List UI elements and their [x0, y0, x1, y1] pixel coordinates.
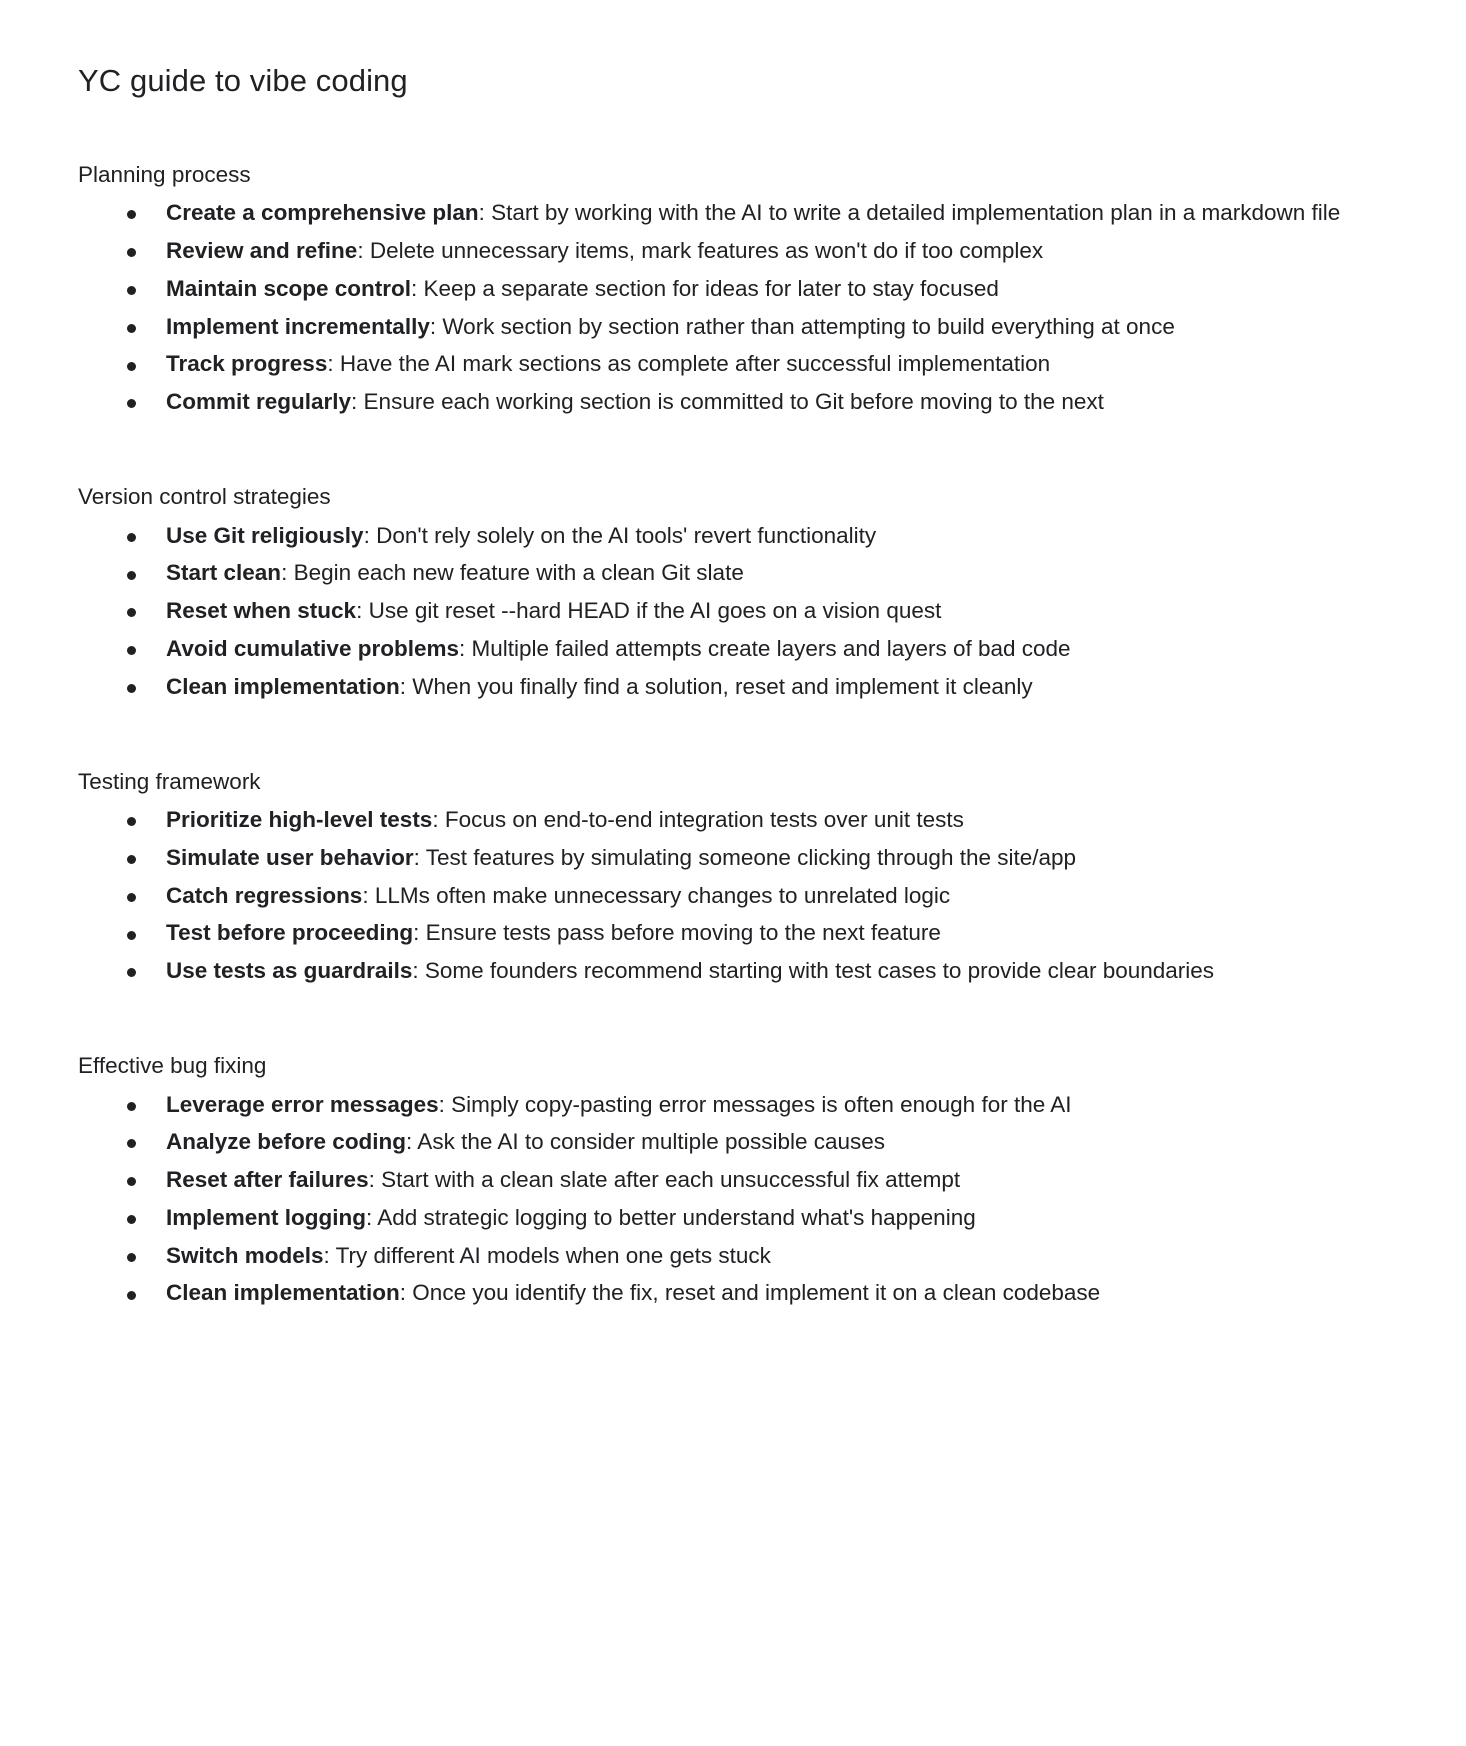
list-item	[78, 194, 1366, 232]
section-testing-framework	[78, 766, 1366, 990]
list-item-lead: Implement logging	[166, 1204, 366, 1230]
list-item-text: : Ask the AI to consider multiple possible causes	[406, 1129, 886, 1155]
section-heading: Testing framework	[78, 768, 261, 794]
list-item-lead: Create a comprehensive plan	[166, 200, 479, 226]
list-item	[78, 1274, 1366, 1312]
list-item-text: : Start by working with the AI to write a detailed implementation plan in a markdown file	[478, 200, 1341, 226]
list-item-text: : Have the AI mark sections as complete after successful implementation	[327, 351, 1051, 377]
list-item-text: : Try different AI models when one gets stuck	[323, 1242, 771, 1268]
list-item-text: : Focus on end-to-end integration tests over unit tests	[432, 807, 964, 833]
list-item	[78, 554, 1366, 592]
bullet-dot-icon	[127, 1139, 136, 1148]
bullet-dot-icon	[127, 1253, 136, 1262]
list-item	[78, 877, 1366, 915]
list-item-lead: Use tests as guardrails	[166, 958, 413, 984]
list-item	[78, 270, 1366, 308]
document-body	[78, 159, 1366, 1313]
list-item-lead: Reset when stuck	[166, 598, 357, 624]
list-item-text: : Once you identify the fix, reset and implement it on a clean codebase	[399, 1280, 1101, 1306]
bullet-dot-icon	[127, 399, 136, 408]
section-version-control-strategies	[78, 481, 1366, 705]
list-item-text: : Begin each new feature with a clean Git slate	[281, 560, 744, 586]
list-item-text: : Simply copy-pasting error messages is often enough for the AI	[438, 1091, 1072, 1117]
list-item	[78, 383, 1366, 421]
section-effective-bug-fixing	[78, 1050, 1366, 1312]
list-item-lead: Implement incrementally	[166, 313, 430, 339]
list-item	[78, 839, 1366, 877]
list-item	[78, 592, 1366, 630]
list-item-lead: Commit regularly	[166, 389, 352, 415]
list-item	[78, 952, 1366, 990]
list-item-text: : Ensure each working section is committed to Git before moving to the next	[351, 389, 1104, 415]
list-item	[78, 1237, 1366, 1275]
bullet-dot-icon	[127, 210, 136, 219]
list-item	[78, 1123, 1366, 1161]
list-item-lead: Catch regressions	[166, 882, 363, 908]
list-item	[78, 630, 1366, 668]
list-item-text: : When you finally find a solution, reset and implement it cleanly	[399, 673, 1033, 699]
list-item-text: : Add strategic logging to better understand what's happening	[366, 1204, 976, 1230]
bullet-dot-icon	[127, 1291, 136, 1300]
list-item-text: : Multiple failed attempts create layers and layers of bad code	[458, 635, 1071, 661]
list-item	[78, 517, 1366, 555]
bullet-dot-icon	[127, 931, 136, 940]
page-title: YC guide to vibe coding	[78, 63, 408, 98]
list-item	[78, 1199, 1366, 1237]
list-item	[78, 308, 1366, 346]
bullet-list	[78, 1086, 1366, 1313]
list-item-lead: Track progress	[166, 351, 328, 377]
list-item-text: : Test features by simulating someone clicking through the site/app	[413, 844, 1077, 870]
bullet-dot-icon	[127, 684, 136, 693]
bullet-dot-icon	[127, 324, 136, 333]
list-item-lead: Simulate user behavior	[166, 844, 414, 870]
section-planning-process	[78, 159, 1366, 421]
bullet-dot-icon	[127, 646, 136, 655]
list-item-lead: Test before proceeding	[166, 920, 414, 946]
bullet-dot-icon	[127, 533, 136, 542]
section-spacer	[78, 455, 1366, 481]
section-heading: Version control strategies	[78, 484, 331, 510]
list-item-text: : Don't rely solely on the AI tools' revert functionality	[363, 522, 877, 548]
list-item-text: : Work section by section rather than attempting to build everything at once	[429, 313, 1175, 339]
list-item-text: : LLMs often make unnecessary changes to unrelated logic	[362, 882, 951, 908]
bullet-dot-icon	[127, 248, 136, 257]
list-item-lead: Start clean	[166, 560, 282, 586]
bullet-dot-icon	[127, 608, 136, 617]
list-item-text: : Some founders recommend starting with test cases to provide clear boundaries	[412, 958, 1215, 984]
bullet-dot-icon	[127, 855, 136, 864]
list-item-lead: Use Git religiously	[166, 522, 364, 548]
section-heading: Effective bug fixing	[78, 1053, 267, 1078]
list-item-lead: Analyze before coding	[166, 1129, 407, 1155]
section-spacer	[78, 740, 1366, 766]
list-item	[78, 1161, 1366, 1199]
list-item-lead: Leverage error messages	[166, 1091, 439, 1117]
bullet-list	[78, 194, 1366, 421]
bullet-dot-icon	[127, 968, 136, 977]
list-item	[78, 668, 1366, 706]
list-item-lead: Switch models	[166, 1242, 324, 1268]
bullet-dot-icon	[127, 817, 136, 826]
list-item-lead: Clean implementation	[166, 673, 400, 699]
list-item-lead: Reset after failures	[166, 1167, 369, 1193]
bullet-dot-icon	[127, 1215, 136, 1224]
list-item-lead: Prioritize high-level tests	[166, 807, 433, 833]
list-item-text: : Ensure tests pass before moving to the next feature	[413, 920, 941, 946]
list-item-lead: Maintain scope control	[166, 275, 412, 301]
list-item	[78, 345, 1366, 383]
bullet-list	[78, 801, 1366, 990]
bullet-dot-icon	[127, 286, 136, 295]
list-item-text: : Start with a clean slate after each unsuccessful fix attempt	[368, 1167, 961, 1193]
list-item-text: : Use git reset --hard HEAD if the AI goes on a vision quest	[356, 598, 942, 624]
section-spacer	[78, 1024, 1366, 1050]
list-item	[78, 801, 1366, 839]
bullet-list	[78, 517, 1366, 706]
list-item-lead: Avoid cumulative problems	[166, 635, 459, 661]
list-item-text: : Keep a separate section for ideas for later to stay focused	[411, 275, 999, 301]
list-item-lead: Clean implementation	[166, 1280, 400, 1306]
list-item	[78, 1086, 1366, 1124]
bullet-dot-icon	[127, 1102, 136, 1111]
bullet-dot-icon	[127, 893, 136, 902]
list-item-text: : Delete unnecessary items, mark features as won't do if too complex	[357, 238, 1044, 264]
list-item	[78, 914, 1366, 952]
list-item-lead: Review and refine	[166, 238, 358, 264]
section-heading: Planning process	[78, 161, 251, 187]
bullet-dot-icon	[127, 571, 136, 580]
bullet-dot-icon	[127, 362, 136, 371]
bullet-dot-icon	[127, 1177, 136, 1186]
list-item	[78, 232, 1366, 270]
